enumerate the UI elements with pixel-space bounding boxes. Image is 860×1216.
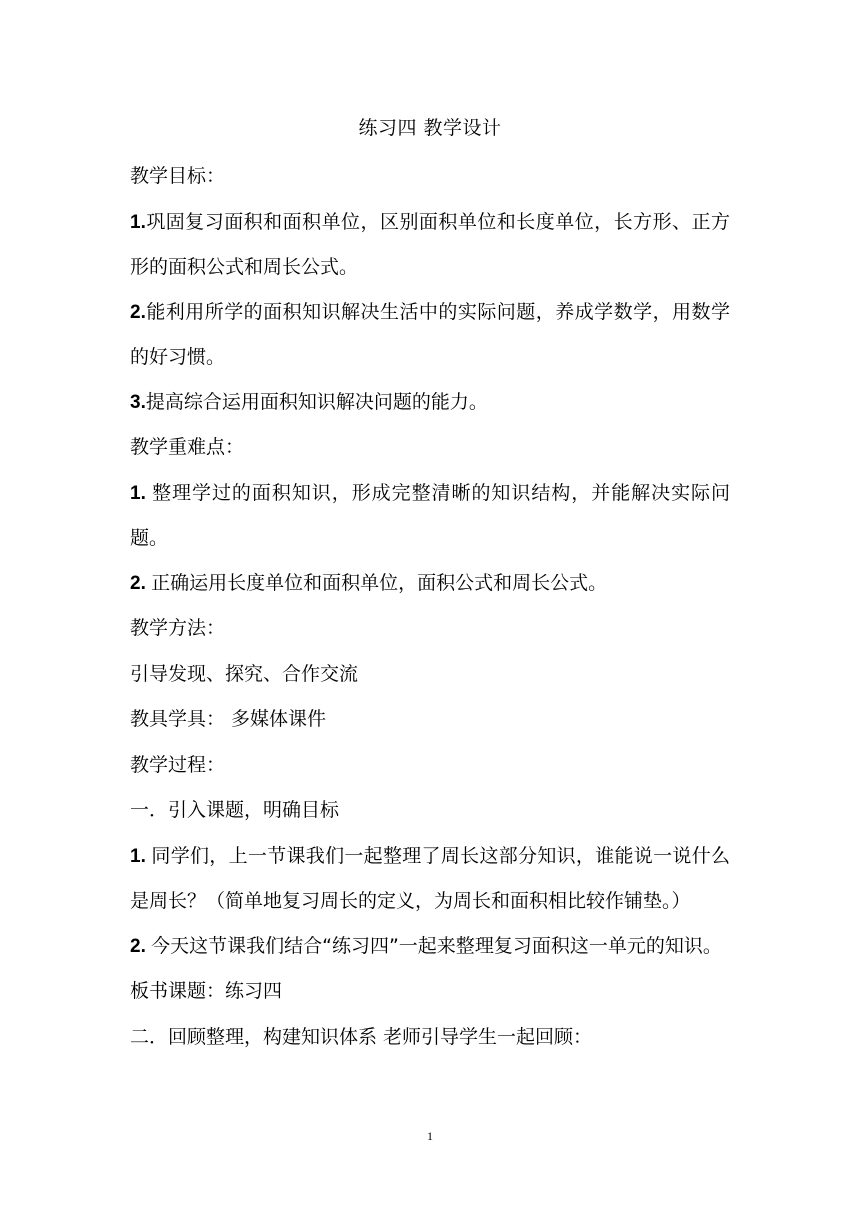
page-number: 1: [427, 1129, 433, 1143]
paragraph-key-point-1: 1. 整理学过的面积知识，形成完整清晰的知识结构，并能解决实际问题。: [130, 481, 730, 549]
paragraph-step-1: 1. 同学们，上一节课我们一起整理了周长这部分知识，谁能说一说什么是周长？（简单地复习周长的定义，为周长和面积相比较作铺垫。）: [130, 844, 730, 912]
paragraph-section-two: 二．回顾整理，构建知识体系 老师引导学生一起回顾：: [130, 1025, 593, 1048]
paragraph-key-point-2: 2. 正确运用长度单位和面积单位，面积公式和周长公式。: [130, 571, 608, 594]
paragraph-methods: 引导发现、探究、合作交流: [130, 662, 359, 685]
paragraph-section-one: 一．引入课题，明确目标: [130, 799, 340, 821]
paragraph-process-heading: 教学过程：: [130, 753, 226, 776]
document-title: 练习四 教学设计: [358, 117, 502, 139]
paragraph-board-title: 板书课题：练习四: [130, 980, 283, 1002]
paragraph-methods-heading: 教学方法：: [130, 617, 226, 639]
paragraph-objective-1: 1.巩固复习面积和面积单位，区别面积单位和长度单位，长方形、正方形的面积公式和周长公式。: [130, 210, 730, 278]
paragraph-key-points-heading: 教学重难点：: [130, 436, 245, 458]
paragraph-objective-3: 3.提高综合运用面积知识解决问题的能力。: [130, 390, 488, 413]
paragraph-step-2: 2. 今天这节课我们结合“练习四”一起来整理复习面积这一单元的知识。: [130, 934, 722, 957]
document-body: [130, 154, 730, 1060]
paragraph-objective-2: 2.能利用所学的面积知识解决生活中的实际问题，养成学数学，用数学的好习惯。: [130, 300, 730, 368]
paragraph-objectives-heading: 教学目标：: [130, 165, 226, 187]
paragraph-teaching-aids: 教具学具： 多媒体课件: [130, 708, 327, 730]
